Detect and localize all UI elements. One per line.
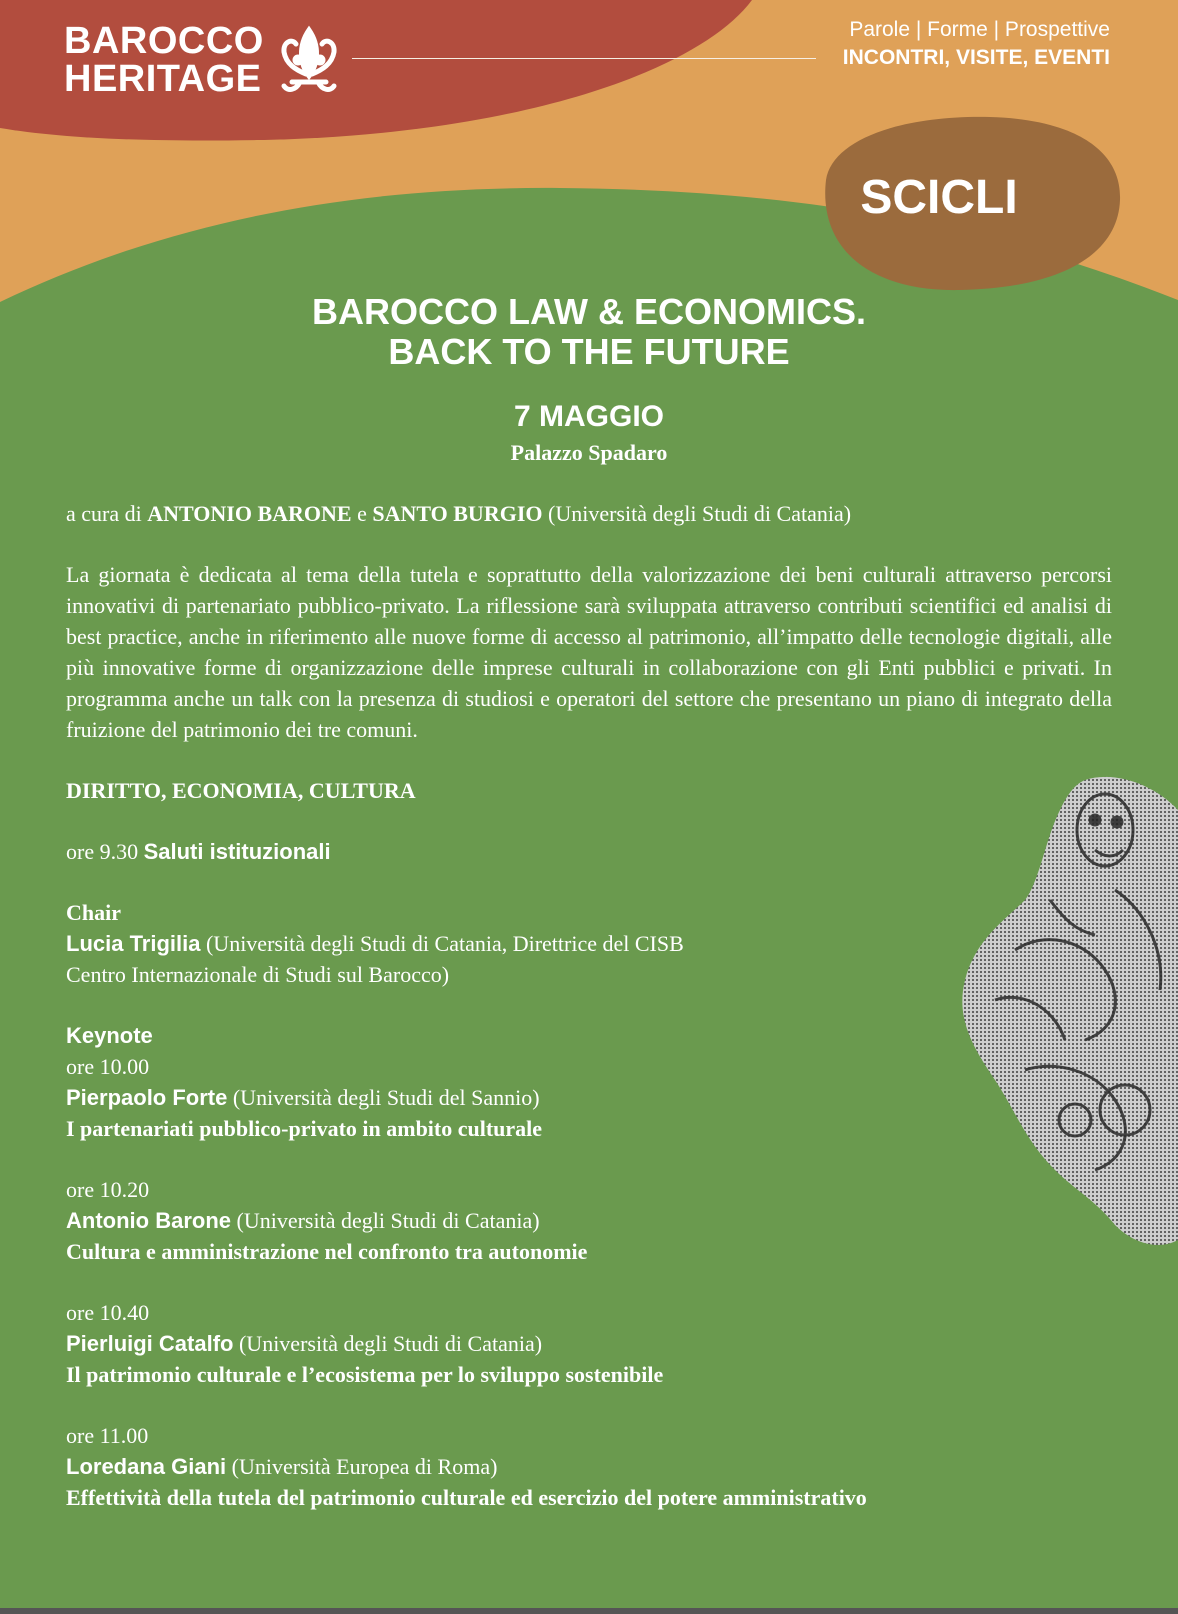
greetings-time: ore 9.30 <box>66 839 139 864</box>
talk-speaker: Antonio Barone <box>66 1208 231 1233</box>
talk-speaker: Pierluigi Catalfo <box>66 1331 234 1356</box>
talk-time: ore 10.00 <box>66 1054 150 1079</box>
tagline-top: Parole | Forme | Prospettive <box>849 18 1110 41</box>
talk-affiliation: (Università Europea di Roma) <box>231 1454 498 1479</box>
talk-speaker: Loredana Giani <box>66 1454 227 1479</box>
fleur-de-lis-icon <box>278 24 340 96</box>
talk-title: Il patrimonio culturale e l’ecosistema per lo sviluppo sostenibile <box>66 1362 664 1387</box>
curators-affiliation: (Università degli Studi di Catania) <box>548 501 852 526</box>
talk-title: Cultura e amministrazione nel confronto tra autonomie <box>66 1239 588 1264</box>
greetings-label: Saluti istituzionali <box>143 839 331 864</box>
event-title-line-2: BACK TO THE FUTURE <box>388 331 790 372</box>
description: La giornata è dedicata al tema della tutela e soprattutto della valorizzazione dei beni culturali attraverso percorsi innovativi di partenariato pubblico-privato. La riflessione sarà sviluppata attraverso contributi scientifici ed analisi di best practice, anche in riferimento alle nuove forme di accesso al patrimonio, all’impatto delle tecnologie digitali, alle più innovative forme di organizzazione delle imprese culturali in collaborazione con gli Enti pubblici e privati. In programma anche un talk con la presenza di studiosi e operatori del settore che presentano un piano di integrato della fruizione del patrimonio dei tre comuni. <box>66 562 1112 742</box>
talk-speaker: Pierpaolo Forte <box>66 1085 228 1110</box>
talk-title: I partenariati pubblico-privato in ambito culturale <box>66 1116 543 1141</box>
header-divider <box>352 58 816 59</box>
talk-time: ore 10.20 <box>66 1177 150 1202</box>
baroque-mask-image <box>955 770 1178 1260</box>
logo <box>64 22 264 98</box>
event-title-line-1: BAROCCO LAW & ECONOMICS. <box>312 291 866 332</box>
talk-speaker-line <box>66 1328 1112 1359</box>
chair-affiliation: (Università degli Studi di Catania, Direttrice del CISB <box>205 931 684 956</box>
curators-conj: e <box>357 501 367 526</box>
logo-line-2: HERITAGE <box>64 58 262 100</box>
chair-label: Chair <box>66 900 121 925</box>
talk-speaker-line <box>66 1451 1112 1482</box>
tagline-bottom: INCONTRI, VISITE, EVENTI <box>842 46 1110 69</box>
curators-line <box>66 498 1112 529</box>
bottom-edge <box>0 1608 1178 1614</box>
curator-1: ANTONIO BARONE <box>147 501 352 526</box>
keynote-label: Keynote <box>66 1023 153 1048</box>
talk-time: ore 10.40 <box>66 1300 150 1325</box>
section-title: DIRITTO, ECONOMIA, CULTURA <box>66 778 416 803</box>
event-title <box>0 292 1178 372</box>
event-date: 7 MAGGIO <box>513 400 664 433</box>
talk-time: ore 11.00 <box>66 1423 149 1448</box>
logo-line-1: BAROCCO <box>64 20 264 62</box>
chair-affiliation-cont: Centro Internazionale di Studi sul Barocco) <box>66 962 450 987</box>
talk-title: Effettività della tutela del patrimonio culturale ed esercizio del potere amministrativo <box>66 1485 867 1510</box>
event-venue: Palazzo Spadaro <box>510 440 668 465</box>
talk-affiliation: (Università degli Studi di Catania) <box>236 1208 540 1233</box>
city-badge: SCICLI <box>860 171 1018 224</box>
curator-2: SANTO BURGIO <box>372 501 543 526</box>
chair-name: Lucia Trigilia <box>66 931 201 956</box>
talk-affiliation: (Università degli Studi del Sannio) <box>232 1085 540 1110</box>
curators-prefix: a cura di <box>66 501 142 526</box>
talk-affiliation: (Università degli Studi di Catania) <box>238 1331 543 1356</box>
